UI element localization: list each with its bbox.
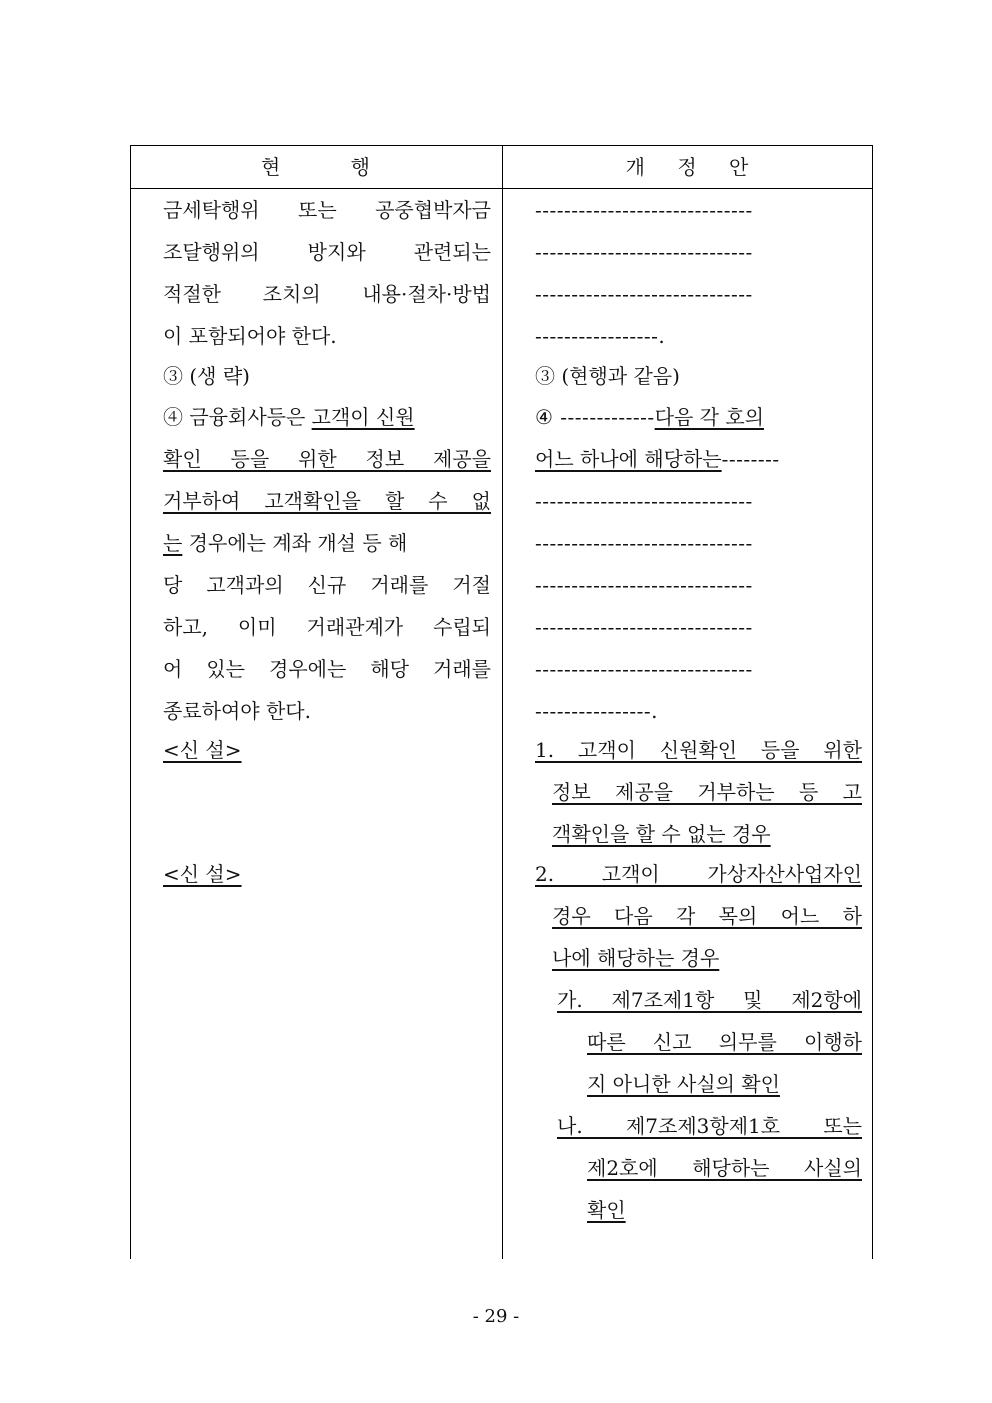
amended-text: 다음 각 호의 <box>654 405 764 429</box>
left-line: 조달행위의 방지와 관련되는 <box>163 240 491 264</box>
sub-item-ga: 지 아니한 사실의 확인 <box>587 1072 780 1096</box>
new-item-1: 정보 제공을 거부하는 등 고 <box>552 780 862 804</box>
left-line: 어 있는 경우에는 해당 거래를 <box>163 657 491 681</box>
new-provision-marker: <신 설> <box>163 862 242 886</box>
left-line: 는 경우에는 계좌 개설 등 해 <box>163 531 408 555</box>
omitted-line: ------------------------------ <box>535 615 753 639</box>
omitted-line: ------------------------------ <box>535 573 753 597</box>
omitted-line: ------------------------------ <box>535 198 753 222</box>
right-line: ③ (현행과 같음) <box>535 364 680 388</box>
right-line: ④ -------------다음 각 호의 <box>535 405 764 429</box>
omitted-line: ----------------. <box>535 699 658 723</box>
column-divider <box>502 146 503 1259</box>
new-item-2: 나에 해당하는 경우 <box>552 946 720 970</box>
sub-item-ga: 가. 제7조제1항 및 제2항에 <box>557 988 862 1012</box>
amended-text: 확인 등을 위한 정보 제공을 <box>163 447 491 471</box>
left-line: 금세탁행위 또는 공중협박자금 <box>163 198 491 222</box>
new-item-2: 경우 다음 각 목의 어느 하 <box>552 904 862 928</box>
header-current: 현 행 <box>261 155 372 179</box>
new-provision-marker: <신 설> <box>163 738 242 762</box>
sub-item-ga: 따른 신고 의무를 이행하 <box>587 1030 862 1054</box>
omitted-line: ------------------------------ <box>535 531 753 555</box>
left-line: 이 포함되어야 한다. <box>163 324 337 348</box>
left-line: 적절한 조치의 내용·절차·방법 <box>163 282 491 306</box>
page-number: - 29 - <box>472 1306 520 1327</box>
omitted-line: ------------------------------ <box>535 240 753 264</box>
left-line: 하고, 이미 거래관계가 수립되 <box>163 615 491 639</box>
amended-text: 거부하여 고객확인을 할 수 없 <box>163 489 491 513</box>
amended-text: 고객이 신원 <box>311 405 415 429</box>
header-proposed: 개 정 안 <box>625 155 751 179</box>
omitted-line: ------------------------------ <box>535 282 753 306</box>
left-line: 당 고객과의 신규 거래를 거절 <box>163 573 491 597</box>
amended-text: 어느 하나에 해당하는 <box>535 447 722 471</box>
left-line: ④ 금융회사등은 고객이 신원 <box>163 405 415 429</box>
sub-item-na: 나. 제7조제3항제1호 또는 <box>557 1114 862 1138</box>
omitted-line: ------------------------------ <box>535 489 753 513</box>
sub-item-na: 확인 <box>587 1198 626 1222</box>
omitted-line: -----------------. <box>535 324 666 348</box>
new-item-1: 객확인을 할 수 없는 경우 <box>552 822 771 846</box>
header-divider <box>131 188 872 189</box>
left-line: 종료하여야 한다. <box>163 699 311 723</box>
sub-item-na: 제2호에 해당하는 사실의 <box>587 1156 862 1180</box>
right-line: 어느 하나에 해당하는-------- <box>535 447 780 471</box>
omitted-line: ------------------------------ <box>535 657 753 681</box>
new-item-1: 1. 고객이 신원확인 등을 위한 <box>535 738 862 762</box>
new-item-2: 2. 고객이 가상자산사업자인 <box>535 862 862 886</box>
amended-text: 는 <box>163 531 183 555</box>
left-line: ③ (생 략) <box>163 364 250 388</box>
